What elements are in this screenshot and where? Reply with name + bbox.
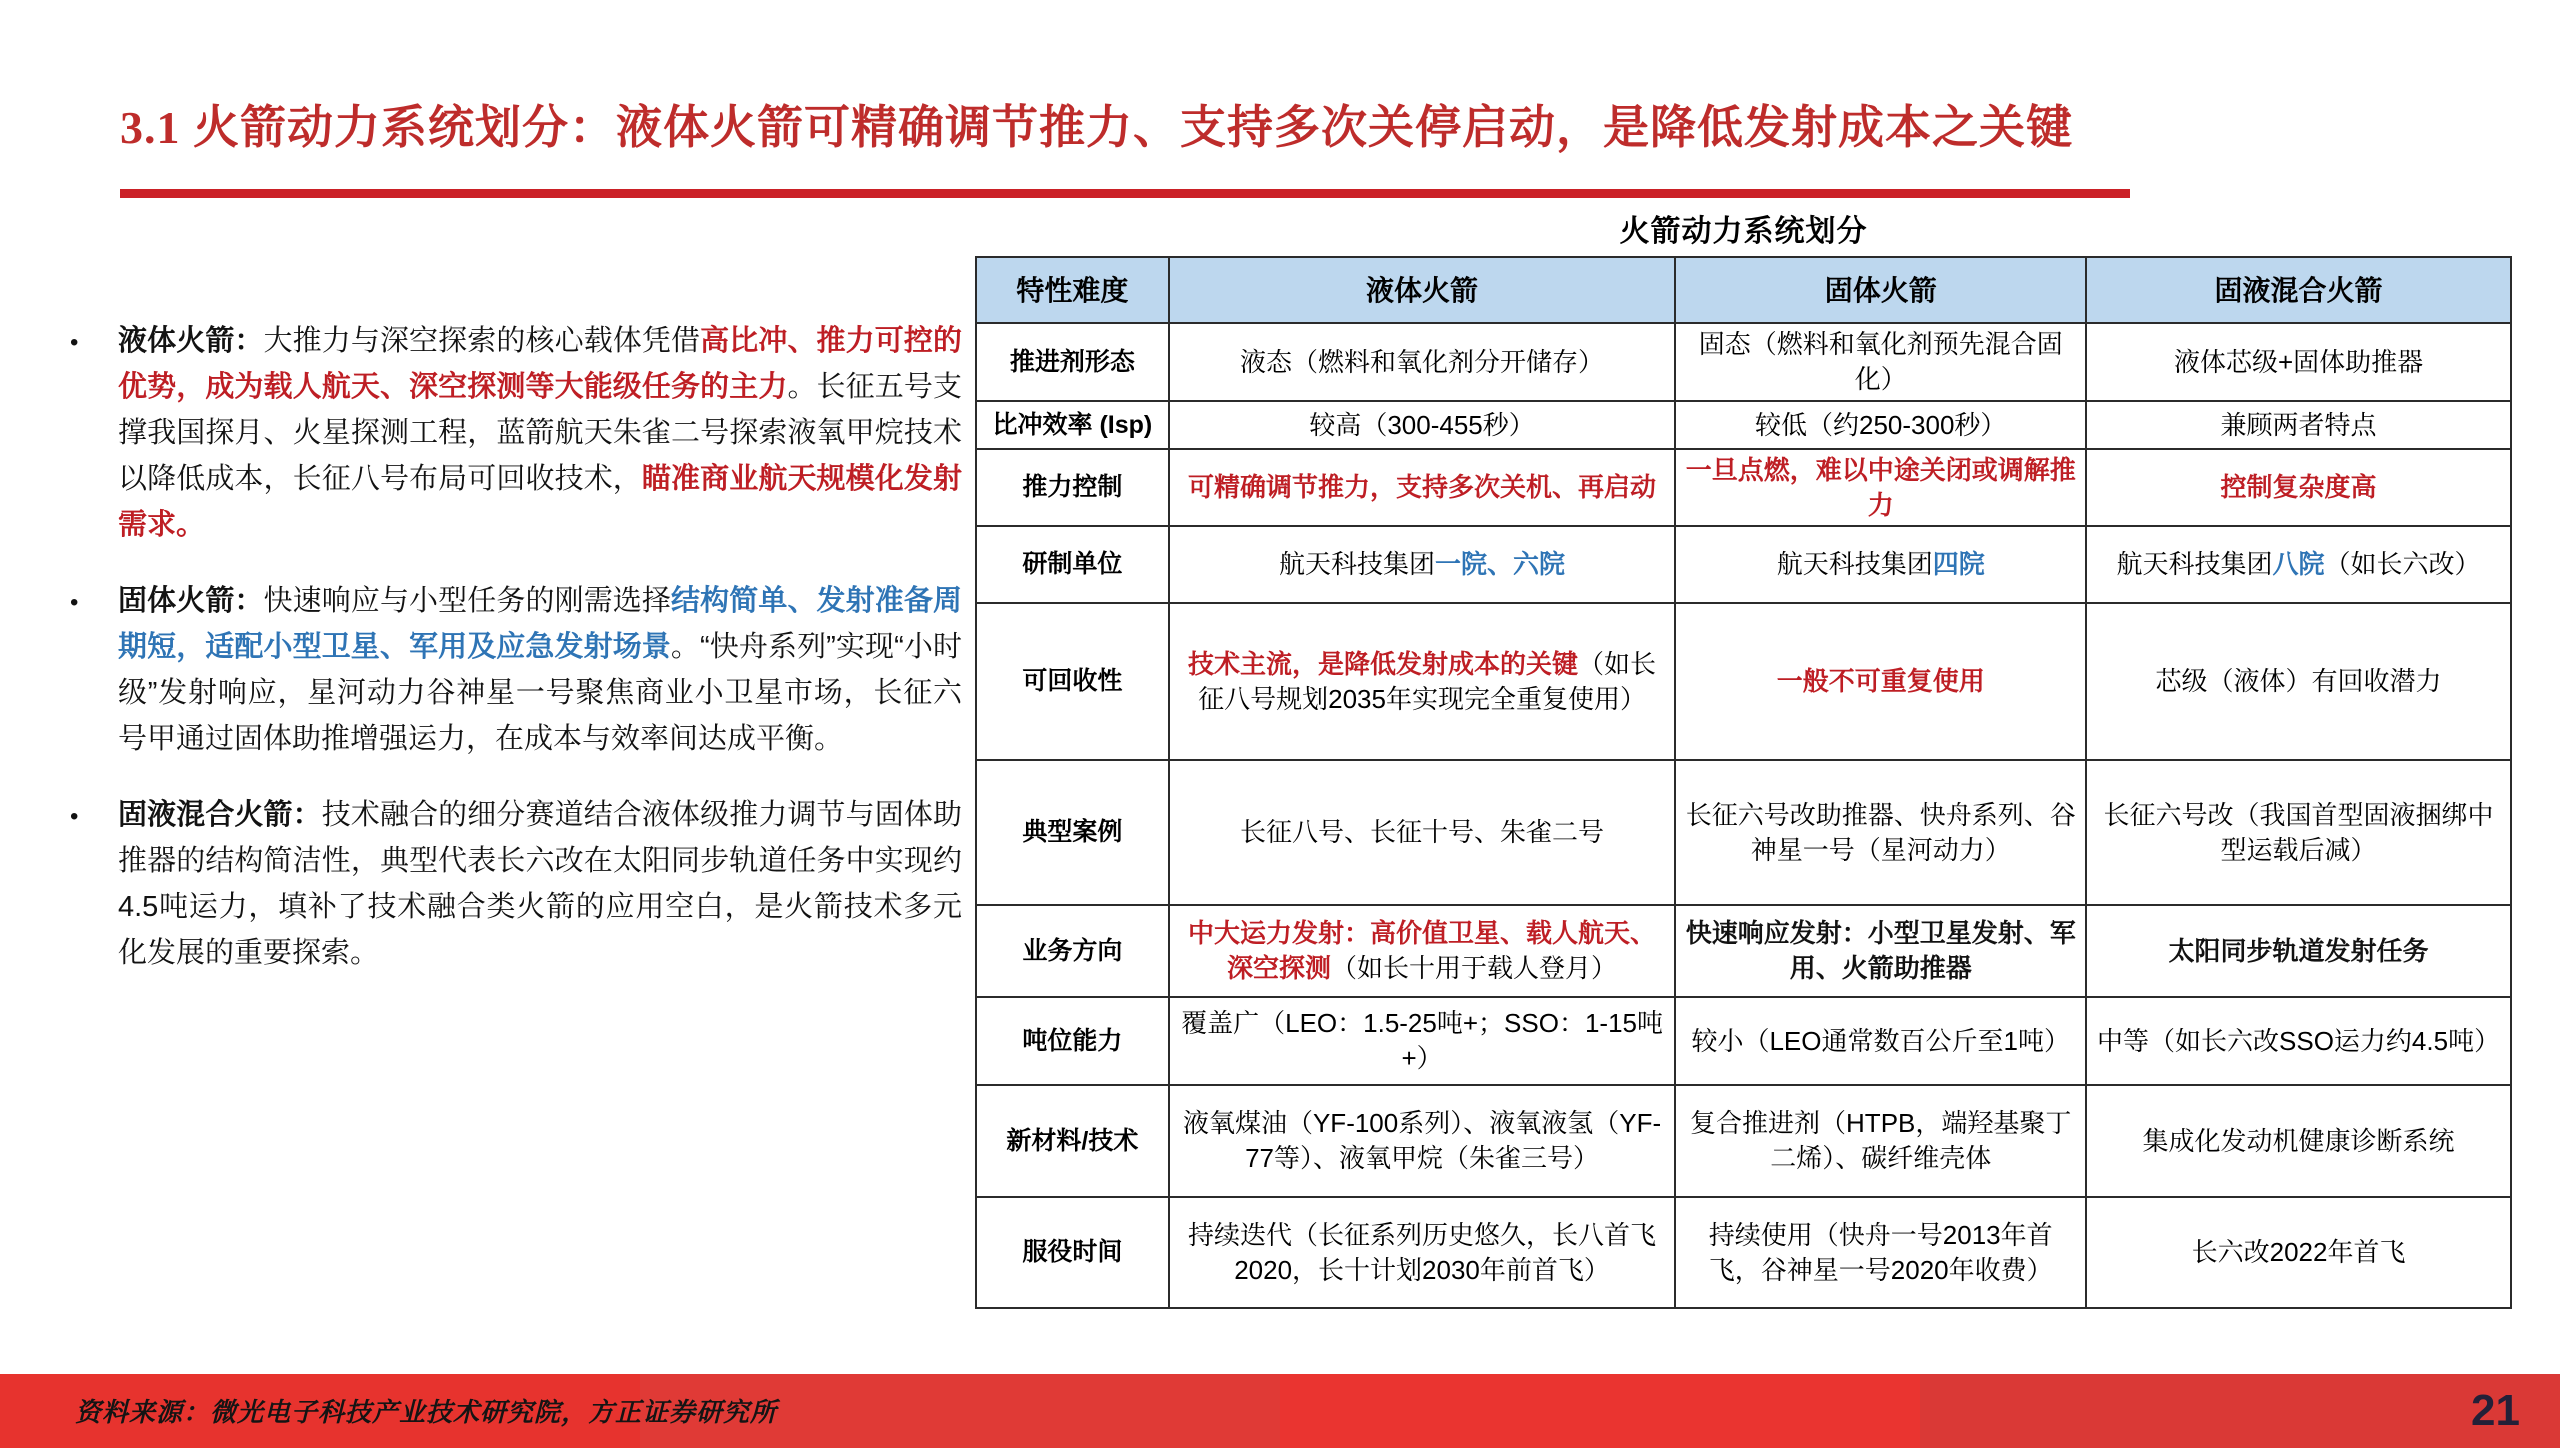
text-segment: 长征六号改助推器、快舟系列、谷神星一号（星河动力）	[1685, 799, 2076, 865]
text-segment: 复合推进剂（HTPB，端羟基聚丁二烯）、碳纤维壳体	[1690, 1108, 2072, 1173]
text-segment: 集成化发动机健康诊断系统	[2142, 1125, 2455, 1156]
rocket-table	[975, 256, 2512, 1309]
text-segment: 太阳同步轨道发射任务	[2168, 935, 2429, 966]
text-segment: 四院	[1932, 549, 1985, 579]
table-cell	[2086, 760, 2511, 905]
table-cell	[2086, 603, 2511, 760]
table-header-row	[976, 257, 2511, 323]
row-header-cell: 推力控制	[976, 449, 1169, 526]
text-segment: 长征六号改（我国首型固液捆绑中型运载后减）	[2103, 799, 2494, 865]
row-header-cell: 新材料/技术	[976, 1085, 1169, 1197]
table-cell	[1675, 1085, 2086, 1197]
row-header-cell: 业务方向	[976, 905, 1169, 997]
text-segment: 控制复杂度高	[2220, 472, 2377, 502]
row-header-cell: 典型案例	[976, 760, 1169, 905]
table-cell	[1169, 401, 1676, 449]
table-cell	[1675, 760, 2086, 905]
text-segment: 中等（如长六改SSO运力约4.5吨）	[2097, 1025, 2501, 1056]
text-segment: 长征八号、长征十号、朱雀二号	[1240, 817, 1605, 847]
text-segment: （如长十用于载人登月）	[1331, 953, 1618, 983]
text-segment: 可精确调节推力，支持多次关机、再启动	[1188, 472, 1657, 502]
table-cell	[1169, 997, 1676, 1085]
text-segment: 持续使用（快舟一号2013年首飞，谷神星一号2020年收费）	[1708, 1219, 2053, 1285]
text-segment: 较小（LEO通常数百公斤至1吨）	[1691, 1025, 2070, 1056]
table-cell	[2086, 323, 2511, 401]
bullet-item	[70, 578, 962, 762]
row-header-cell: 推进剂形态	[976, 323, 1169, 401]
text-segment: 长六改2022年首飞	[2191, 1237, 2406, 1267]
row-header-cell: 可回收性	[976, 603, 1169, 760]
table-cell	[1675, 449, 2086, 526]
text-segment: （如长六改）	[2324, 549, 2481, 579]
text-segment: 芯级（液体）有回收潜力	[2155, 666, 2442, 696]
text-segment: 航天科技集团	[1776, 549, 1933, 579]
table-row	[976, 603, 2511, 760]
table-cell	[2086, 1197, 2511, 1308]
table-cell	[1169, 760, 1676, 905]
text-segment: 大推力与深空探索的核心载体凭借	[263, 325, 701, 357]
text-segment: 较低（约250-300秒）	[1755, 409, 2007, 440]
table-cell	[1169, 449, 1676, 526]
text-segment: 一旦点燃，难以中途关闭或调解推力	[1685, 454, 2076, 520]
page-number: 21	[2471, 1386, 2520, 1435]
bullet-list	[70, 318, 962, 1006]
table-row	[976, 997, 2511, 1085]
text-segment: 航天科技集团	[2116, 549, 2273, 579]
row-header-cell: 研制单位	[976, 526, 1169, 603]
table-row	[976, 449, 2511, 526]
bullet-marker-icon: •	[70, 589, 79, 616]
text-segment: 航天科技集团	[1279, 549, 1436, 579]
text-segment: （如长征八号规划2035年实现完全重复使用）	[1198, 648, 1657, 714]
table-cell	[1169, 323, 1676, 401]
text-segment: 一院、六院	[1435, 549, 1566, 579]
text-segment: 快速响应与小型任务的刚需选择	[263, 585, 672, 617]
table-cell	[1169, 1085, 1676, 1197]
bullet-item	[70, 792, 962, 976]
text-segment: 液态（燃料和氧化剂分开储存）	[1240, 346, 1605, 377]
table-row	[976, 905, 2511, 997]
table-header-cell: 液体火箭	[1169, 257, 1676, 323]
table-cell	[2086, 401, 2511, 449]
table-cell	[1675, 323, 2086, 401]
text-segment: 快速响应发射：小型卫星发射、军用、火箭助推器	[1685, 918, 2076, 983]
table-header-cell: 特性难度	[976, 257, 1169, 323]
title-underline	[120, 189, 2130, 198]
table-cell	[1675, 526, 2086, 603]
table-cell	[2086, 526, 2511, 603]
text-segment: 瞄准商业航天规模化发射需求。	[118, 463, 962, 541]
table-cell	[1675, 905, 2086, 997]
table-cell	[1169, 1197, 1676, 1308]
table-row	[976, 323, 2511, 401]
text-segment: 一般不可重复使用	[1776, 666, 1985, 696]
table-cell	[2086, 905, 2511, 997]
page-title: 3.1 火箭动力系统划分：液体火箭可精确调节推力、支持多次关停启动，是降低发射成本之关键	[120, 102, 2073, 153]
text-segment: 较高（300-455秒）	[1309, 409, 1535, 440]
table-cell	[1675, 1197, 2086, 1308]
bullet-marker-icon: •	[70, 329, 79, 356]
text-segment: 液体火箭：	[118, 325, 264, 357]
row-header-cell: 吨位能力	[976, 997, 1169, 1085]
table-row	[976, 401, 2511, 449]
bullet-text	[118, 792, 962, 976]
text-segment: 固体火箭：	[118, 585, 264, 617]
text-segment: 液氧煤油（YF-100系列）、液氧液氢（YF-77等）、液氧甲烷（朱雀三号）	[1182, 1108, 1662, 1173]
table-header-cell: 固体火箭	[1675, 257, 2086, 323]
text-segment: 固液混合火箭：	[118, 799, 322, 831]
text-segment: 液体芯级+固体助推器	[2173, 346, 2424, 377]
table-head	[976, 257, 2511, 323]
text-segment: 。长征五号支撑我国探月、火星探测工程，蓝箭航天朱雀二号探索液氧甲烷技术以降低成本，长征八号布局可回收技术，	[118, 371, 962, 495]
table-cell	[1169, 603, 1676, 760]
table-header-cell: 固液混合火箭	[2086, 257, 2511, 323]
text-segment: 高比冲、推力可控的优势，成为载人航天、深空探测等大能级任务的主力	[118, 325, 962, 403]
text-segment: 结构简单、发射准备周期短，适配小型卫星、军用及应急发射场景	[118, 585, 962, 663]
source-text: 资料来源：微光电子科技产业技术研究院，方正证券研究所	[75, 1398, 778, 1427]
text-segment: 技术主流，是降低发射成本的关键	[1188, 648, 1579, 679]
table-cell	[1169, 526, 1676, 603]
bullet-text	[118, 318, 962, 548]
table-row	[976, 1085, 2511, 1197]
table-row	[976, 760, 2511, 905]
footer-segment	[1920, 1374, 2560, 1448]
text-segment: 兼顾两者特点	[2220, 409, 2377, 440]
table-title: 火箭动力系统划分	[1619, 215, 1868, 248]
table-cell	[1675, 603, 2086, 760]
table-cell	[2086, 997, 2511, 1085]
bullet-text	[118, 578, 962, 762]
text-segment: 固态（燃料和氧化剂预先混合固化）	[1698, 329, 2063, 394]
row-header-cell: 比冲效率 (Isp)	[976, 401, 1169, 449]
table-cell	[2086, 449, 2511, 526]
table-body	[976, 323, 2511, 1308]
text-segment: 技术融合的细分赛道结合液体级推力调节与固体助推器的结构简洁性，典型代表长六改在太阳同步轨道任务中实现约4.5吨运力，填补了技术融合类火箭的应用空白，是火箭技术多元化发展的重要探索。	[118, 799, 962, 969]
table-cell	[1675, 401, 2086, 449]
text-segment: 。“快舟系列”实现“小时级”发射响应，星河动力谷神星一号聚焦商业小卫星市场，长征六号甲通过固体助推增强运力，在成本与效率间达成平衡。	[118, 631, 962, 755]
text-segment: 中大运力发射：高价值卫星、载人航天、深空探测	[1188, 918, 1657, 983]
table-row	[976, 526, 2511, 603]
table-row	[976, 1197, 2511, 1308]
text-segment: 覆盖广（LEO：1.5-25吨+；SSO：1-15吨+）	[1181, 1008, 1663, 1073]
table-block	[975, 214, 2512, 1309]
table-cell	[2086, 1085, 2511, 1197]
bullet-marker-icon: •	[70, 803, 79, 830]
table-cell	[1169, 905, 1676, 997]
footer-segment	[1280, 1374, 1920, 1448]
table-cell	[1675, 997, 2086, 1085]
bullet-item	[70, 318, 962, 548]
row-header-cell: 服役时间	[976, 1197, 1169, 1308]
text-segment: 持续迭代（长征系列历史悠久，长八首飞2020，长十计划2030年前首飞）	[1188, 1219, 1657, 1285]
text-segment: 八院	[2272, 549, 2325, 579]
